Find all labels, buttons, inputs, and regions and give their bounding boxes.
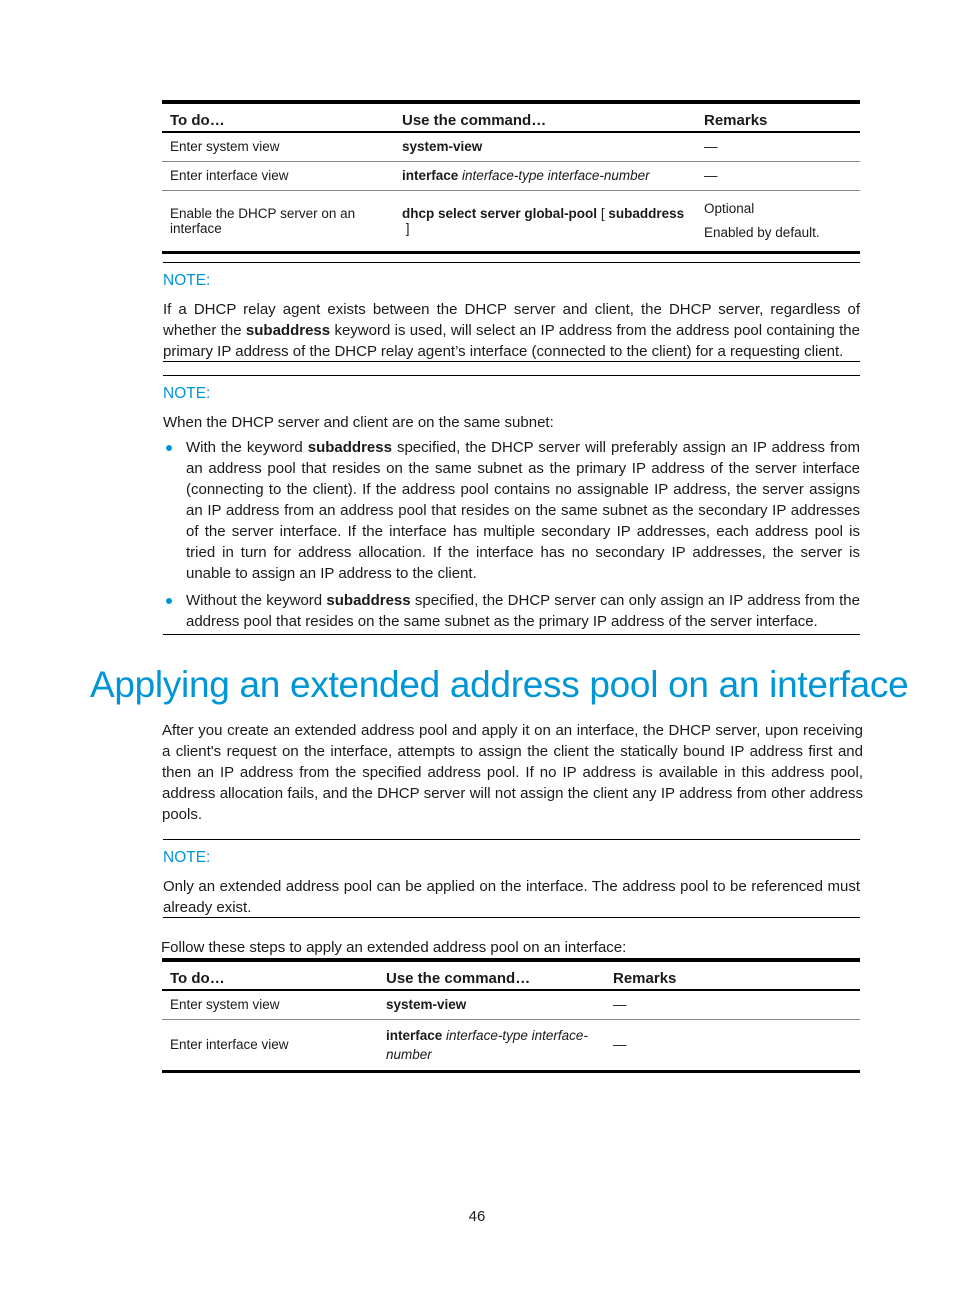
- remarks-cell: —: [605, 990, 860, 1019]
- command-table-2: [162, 958, 860, 1073]
- note-box-1: [163, 262, 860, 362]
- todo-cell: Enter system view: [162, 990, 378, 1019]
- bullet-icon: [166, 445, 172, 451]
- keyword: subaddress: [307, 439, 392, 456]
- page-number: 46: [468, 1208, 486, 1225]
- bullet-list: [163, 437, 860, 632]
- bracket-open: [: [597, 205, 609, 221]
- note-box-3: [163, 839, 860, 918]
- header-todo: To do…: [162, 960, 378, 990]
- table-row: [162, 990, 860, 1019]
- note-text: Only an extended address pool can be applied on the interface. The address pool to be referenced must already exist.: [163, 878, 860, 916]
- command-table-1: [162, 100, 860, 254]
- note-text-part: keyword is used, will select an IP address from the address pool containing the primary IP address of the DHCP relay agent’s interface (connected to the client) for a requesting client.: [163, 322, 860, 360]
- table-row: [162, 1019, 860, 1071]
- command-keyword: system-view: [402, 139, 483, 155]
- table-row: [162, 132, 860, 161]
- command-cell: [378, 990, 605, 1019]
- bullet-icon: [166, 598, 172, 604]
- command-cell: [378, 1019, 605, 1071]
- section-paragraph: After you create an extended address pool and apply it on an interface, the DHCP server, upon receiving a client's request on the interface, attempts to assign the client the statically bound IP address first and then an IP address from the specified address pool. If no IP address is available in this address pool, address allocation fails, and the DHCP server will not assign the client any IP address from other address pools.: [162, 722, 863, 823]
- header-command: Use the command…: [394, 102, 696, 132]
- command-keyword: interface: [402, 168, 459, 183]
- todo-cell: Enter interface view: [162, 161, 394, 190]
- list-item: [163, 437, 860, 584]
- command-keyword-optional: subaddress: [608, 205, 685, 221]
- todo-cell: Enter system view: [162, 132, 394, 161]
- command-keyword: system-view: [386, 997, 467, 1013]
- note-intro: When the DHCP server and client are on the same subnet:: [163, 414, 554, 431]
- header-remarks: Remarks: [605, 960, 860, 990]
- header-todo: To do…: [162, 102, 394, 132]
- todo-cell: Enter interface view: [162, 1019, 378, 1071]
- bracket-close: ]: [402, 220, 410, 236]
- command-keyword: interface: [386, 1027, 443, 1043]
- header-remarks: Remarks: [696, 102, 860, 132]
- command-cell: [394, 132, 696, 161]
- keyword: subaddress: [245, 322, 331, 339]
- table-row: [162, 190, 860, 252]
- command-cell: [394, 190, 696, 252]
- table-row: [162, 161, 860, 190]
- command-argument: interface-type interface-number: [386, 1027, 588, 1062]
- note-label: NOTE:: [163, 272, 211, 289]
- list-item: [163, 590, 860, 632]
- remarks-line: Enabled by default.: [704, 224, 820, 240]
- remarks-line: Optional: [704, 200, 755, 216]
- remarks-cell: —: [696, 161, 860, 190]
- command-keyword: dhcp select server global-pool: [402, 205, 598, 221]
- steps-intro: Follow these steps to apply an extended address pool on an interface:: [161, 939, 627, 956]
- item-text: specified, the DHCP server will preferably assign an IP address from an address pool that resides on the same subnet as the primary IP address of the server interface (connecting to the client). If the address pool contains no assignable IP address, the server assigns an IP address from an address pool that resides on the same subnet as the secondary IP addresses of the server interface. If the interface has multiple secondary IP addresses, each address pool is tried in turn for address allocation. If the interface has no secondary IP addresses, the server is unable to assign an IP address to the client.: [186, 439, 860, 582]
- header-command: Use the command…: [378, 960, 605, 990]
- note-label: NOTE:: [163, 385, 211, 402]
- item-text: With the keyword: [186, 439, 308, 456]
- note-box-2: [163, 375, 860, 635]
- todo-cell: Enable the DHCP server on an interface: [162, 190, 394, 252]
- note-text-part: If a DHCP relay agent exists between the DHCP server and client, the DHCP server, regardless of whether the: [163, 301, 860, 339]
- section-heading: Applying an extended address pool on an interface: [90, 664, 909, 705]
- note-text: [163, 299, 860, 362]
- item-text: specified, the DHCP server can only assign an IP address from the address pool that resides on the same subnet as the primary IP address of the server interface.: [186, 592, 860, 630]
- item-text: Without the keyword: [186, 592, 327, 609]
- remarks-cell: —: [605, 1019, 860, 1071]
- keyword: subaddress: [326, 592, 411, 609]
- remarks-cell: —: [696, 132, 860, 161]
- remarks-cell: [696, 190, 860, 252]
- command-argument: interface-type interface-number: [462, 168, 650, 183]
- command-cell: [394, 161, 696, 190]
- note-label: NOTE:: [163, 849, 211, 866]
